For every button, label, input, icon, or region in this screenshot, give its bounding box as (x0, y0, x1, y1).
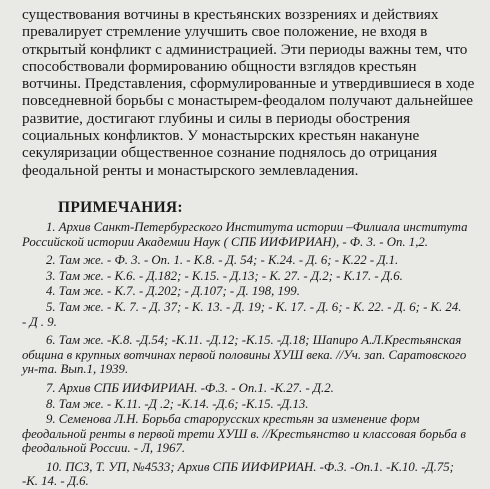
note-line: феодальной ренты в первой трети ХУШ в. //Крестьянство и классовая борьба в (22, 426, 466, 441)
note-line: 10. ПСЗ, Т. УП, №4533; Архив СПБ ИИФИРИАН. -Ф.3. -Оп.1. -К.10. -Д.75; (46, 459, 454, 474)
note-line: -К. 14. - Д.6. (22, 474, 89, 489)
note-item (22, 300, 476, 329)
body-line: вотчины. Представления, сформулированные и утвердившиеся в ходе (22, 75, 475, 93)
note-line: 9. Семенова Л.Н. Борьба старорусских крестьян за изменение форм (46, 412, 420, 427)
note-item (22, 220, 476, 249)
note-item (22, 397, 476, 412)
body-line: повседневной борьбы с монастырем-феодалом получают дальнейшее (22, 92, 474, 110)
note-line: - Д . 9. (22, 314, 57, 329)
note-line: 1. Архив Санкт-Петербургского Института истории –Филиала института (46, 219, 468, 234)
note-line: 7. Архив СПБ ИИФИРИАН. -Ф.3. - Оп.1. -К.27. - Д.2. (46, 380, 334, 395)
note-line: 4. Там же. - К.7. - Д.202; - Д.107; - Д. 198, 199. (46, 284, 300, 299)
note-item (22, 412, 476, 456)
note-line: община в крупных вотчинах первой половины ХУШ века. //Уч. зап. Саратовского (22, 347, 467, 362)
note-item (22, 381, 476, 396)
body-line: существования вотчины в крестьянских воззрениях и действиях (22, 6, 439, 23)
note-item (22, 460, 476, 489)
note-item (22, 253, 476, 268)
body-line: секуляризации общественное сознание поднялось до отрицания (22, 144, 438, 162)
body-line: социальных конфликтов. У монастырских крестьян накануне (22, 127, 420, 145)
note-line: Российской истории Академии Наук ( СПБ ИИФИРИАН), - Ф. 3. - Оп. 1,2. (22, 234, 428, 249)
note-line: 6. Там же. -К.8. -Д.54; -К.11. -Д.12; -К.15. -Д.18; Шапиро А.Л.Крестьянская (46, 333, 462, 348)
note-item (22, 284, 476, 299)
note-item (22, 333, 476, 377)
body-line: превалирует стремление улучшить свое положение, не входя в (22, 23, 428, 41)
notes-heading: ПРИМЕЧАНИЯ: (58, 198, 183, 216)
note-item (22, 269, 476, 284)
note-line: ун-та. Вып.1, 1939. (22, 362, 129, 377)
note-line: 5. Там же. - К. 7. - Д. 37; - К. 13. - Д. 19; - К. 17. - Д. 6; - К. 22. - Д. 6; - К. 24. (46, 299, 462, 314)
body-line: развитие, достигают глубины и силы в периоды обострения (22, 109, 411, 127)
note-line: феодальной России. - Л, 1967. (22, 441, 186, 456)
body-line: феодальной ренты и монастырского землевладения. (22, 161, 359, 179)
notes-list (22, 220, 476, 489)
note-line: 3. Там же. - К.6. - Д.182; - К.15. - Д.13; - К. 27. - Д.2; - К.17. - Д.6. (46, 268, 403, 283)
body-line: способствовали формированию общности взглядов крестьян (22, 57, 417, 75)
note-line: 2. Там же. - Ф. 3. - Оп. 1. - К.8. - Д. 54; - К.24. - Д. 6; - К.22 - Д.1. (46, 253, 399, 268)
note-line: 8. Там же. - К.11. -Д .2; -К.14. -Д.6; -К.15. -Д.13. (46, 396, 309, 411)
body-paragraph (22, 6, 476, 179)
body-line: открытый конфликт с администрацией. Эти периоды важны тем, что (22, 40, 468, 58)
